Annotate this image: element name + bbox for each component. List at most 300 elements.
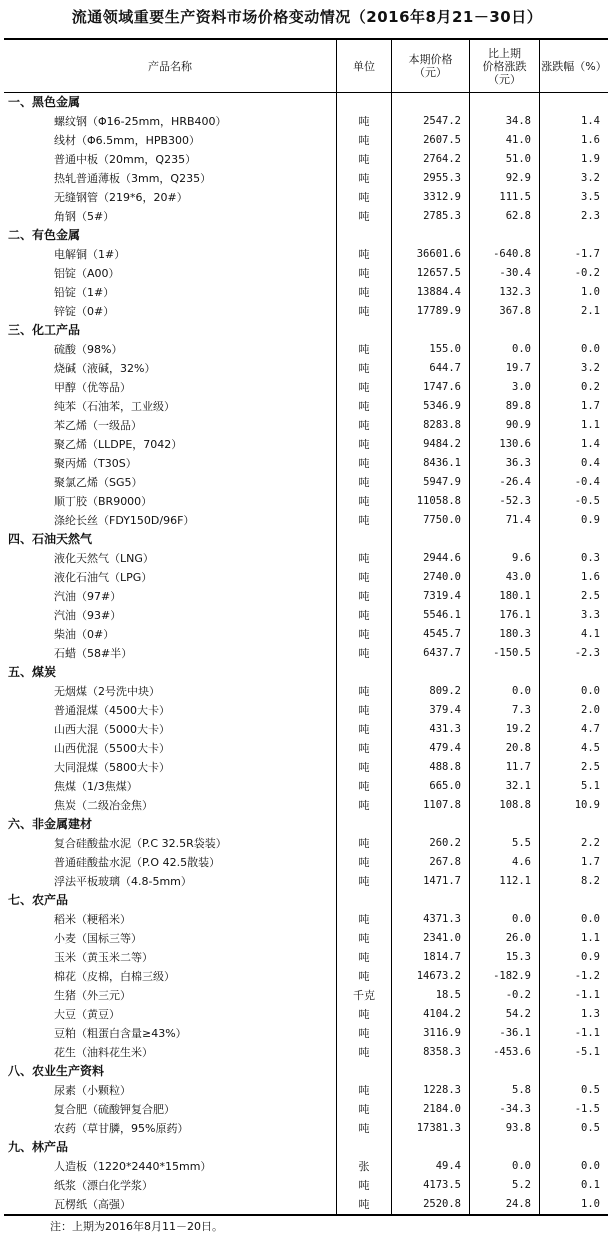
product-name: 焦煤（1/3焦煤） (54, 780, 138, 793)
price-cell: 7319.4 (391, 587, 469, 606)
pct-cell: 0.0 (539, 682, 608, 701)
unit-cell: 吨 (336, 492, 391, 511)
empty-cell (469, 226, 539, 245)
product-name: 山西优混（5500大卡） (54, 742, 170, 755)
product-name: 无烟煤（2号洗中块） (54, 685, 160, 698)
unit-cell: 吨 (336, 568, 391, 587)
table-body (4, 93, 608, 1214)
product-name: 涤纶长丝（FDY150D/96F） (54, 514, 195, 527)
pct-cell: 10.9 (539, 796, 608, 815)
price-cell: 644.7 (391, 359, 469, 378)
unit-cell: 千克 (336, 986, 391, 1005)
table-row (4, 264, 608, 283)
category-label: 三、化工产品 (8, 323, 81, 337)
table-row (4, 435, 608, 454)
product-name: 石蜡（58#半） (54, 647, 133, 660)
table-row (4, 872, 608, 891)
empty-cell (336, 1138, 391, 1157)
empty-cell (469, 891, 539, 910)
unit-cell: 吨 (336, 435, 391, 454)
unit-cell: 吨 (336, 188, 391, 207)
category-row (4, 891, 608, 910)
unit-cell: 吨 (336, 1005, 391, 1024)
change-cell: 108.8 (469, 796, 539, 815)
empty-cell (391, 1138, 469, 1157)
product-name: 柴油（0#） (54, 628, 115, 641)
change-cell: 5.2 (469, 1176, 539, 1195)
table-row (4, 473, 608, 492)
pct-cell: 2.1 (539, 302, 608, 321)
page-title: 流通领域重要生产资料市场价格变动情况（2016年8月21－30日） (71, 8, 543, 26)
price-cell: 12657.5 (391, 264, 469, 283)
change-cell: 0.0 (469, 340, 539, 359)
product-name: 硫酸（98%） (54, 343, 123, 356)
empty-cell (469, 1062, 539, 1081)
price-cell: 1228.3 (391, 1081, 469, 1100)
empty-cell (469, 663, 539, 682)
empty-cell (336, 815, 391, 834)
change-cell: -34.3 (469, 1100, 539, 1119)
price-cell: 260.2 (391, 834, 469, 853)
change-cell: 11.7 (469, 758, 539, 777)
table-row (4, 283, 608, 302)
price-cell: 13884.4 (391, 283, 469, 302)
unit-cell: 张 (336, 1157, 391, 1176)
pct-cell: 0.0 (539, 1157, 608, 1176)
price-cell: 809.2 (391, 682, 469, 701)
unit-cell: 吨 (336, 948, 391, 967)
table-header (4, 38, 608, 93)
price-cell: 488.8 (391, 758, 469, 777)
table-row (4, 1005, 608, 1024)
product-name: 花生（油料花生米） (54, 1046, 153, 1059)
product-name: 普通中板（20mm，Q235） (54, 153, 197, 166)
table-row (4, 568, 608, 587)
price-cell: 2955.3 (391, 169, 469, 188)
table-row (4, 758, 608, 777)
table-row (4, 739, 608, 758)
price-cell: 36601.6 (391, 245, 469, 264)
table-row (4, 1157, 608, 1176)
unit-cell: 吨 (336, 549, 391, 568)
product-name: 铅锭（1#） (54, 286, 115, 299)
price-cell: 11058.8 (391, 492, 469, 511)
change-cell: 34.8 (469, 112, 539, 131)
table-row (4, 245, 608, 264)
category-row (4, 93, 608, 112)
empty-cell (539, 93, 608, 112)
price-cell: 8358.3 (391, 1043, 469, 1062)
unit-cell: 吨 (336, 1081, 391, 1100)
product-name: 浮法平板玻璃（4.8-5mm） (54, 875, 192, 888)
unit-cell: 吨 (336, 625, 391, 644)
pct-cell: 0.9 (539, 511, 608, 530)
pct-cell: 3.5 (539, 188, 608, 207)
table-row (4, 454, 608, 473)
price-cell: 155.0 (391, 340, 469, 359)
price-cell: 379.4 (391, 701, 469, 720)
unit-cell: 吨 (336, 853, 391, 872)
pct-cell: -0.4 (539, 473, 608, 492)
price-cell: 17789.9 (391, 302, 469, 321)
change-cell: 20.8 (469, 739, 539, 758)
price-cell: 2184.0 (391, 1100, 469, 1119)
product-name: 螺纹钢（Φ16-25mm，HRB400） (54, 115, 227, 128)
empty-cell (336, 663, 391, 682)
change-cell: 112.1 (469, 872, 539, 891)
change-cell: 0.0 (469, 682, 539, 701)
pct-cell: 3.2 (539, 169, 608, 188)
unit-cell: 吨 (336, 207, 391, 226)
pct-cell: 4.5 (539, 739, 608, 758)
table-row (4, 188, 608, 207)
price-cell: 2547.2 (391, 112, 469, 131)
price-cell: 4545.7 (391, 625, 469, 644)
price-cell: 7750.0 (391, 511, 469, 530)
price-cell: 5947.9 (391, 473, 469, 492)
table-row (4, 1119, 608, 1138)
table-row (4, 378, 608, 397)
change-cell: -150.5 (469, 644, 539, 663)
product-name: 苯乙烯（一级品） (54, 419, 142, 432)
price-table (4, 38, 608, 1234)
pct-cell: 1.1 (539, 416, 608, 435)
unit-cell: 吨 (336, 777, 391, 796)
change-cell: 176.1 (469, 606, 539, 625)
price-cell: 5546.1 (391, 606, 469, 625)
unit-cell: 吨 (336, 606, 391, 625)
pct-cell: 5.1 (539, 777, 608, 796)
empty-cell (539, 891, 608, 910)
change-cell: 4.6 (469, 853, 539, 872)
pct-cell: -1.1 (539, 986, 608, 1005)
change-cell: 9.6 (469, 549, 539, 568)
price-cell: 431.3 (391, 720, 469, 739)
change-cell: 15.3 (469, 948, 539, 967)
pct-cell: 3.3 (539, 606, 608, 625)
product-name: 铝锭（A00） (54, 267, 120, 280)
pct-cell: -2.3 (539, 644, 608, 663)
change-cell: 132.3 (469, 283, 539, 302)
change-cell: 130.6 (469, 435, 539, 454)
unit-cell: 吨 (336, 910, 391, 929)
change-cell: 89.8 (469, 397, 539, 416)
unit-cell: 吨 (336, 397, 391, 416)
table-row (4, 967, 608, 986)
product-name: 纸浆（漂白化学浆） (54, 1179, 153, 1192)
price-cell: 8283.8 (391, 416, 469, 435)
pct-cell: 0.2 (539, 378, 608, 397)
unit-cell: 吨 (336, 739, 391, 758)
price-cell: 14673.2 (391, 967, 469, 986)
pct-cell: 0.3 (539, 549, 608, 568)
product-name: 稻米（粳稻米） (54, 913, 131, 926)
price-cell: 479.4 (391, 739, 469, 758)
change-cell: 90.9 (469, 416, 539, 435)
price-cell: 2520.8 (391, 1195, 469, 1214)
price-cell: 49.4 (391, 1157, 469, 1176)
table-row (4, 1176, 608, 1195)
product-name: 汽油（97#） (54, 590, 122, 603)
category-label: 二、有色金属 (8, 228, 81, 242)
empty-cell (469, 321, 539, 340)
change-cell: -36.1 (469, 1024, 539, 1043)
pct-cell: -1.7 (539, 245, 608, 264)
price-cell: 2785.3 (391, 207, 469, 226)
table-row (4, 682, 608, 701)
change-cell: 51.0 (469, 150, 539, 169)
header-pct: 涨跌幅（%） (539, 40, 608, 92)
change-cell: 41.0 (469, 131, 539, 150)
table-row (4, 720, 608, 739)
pct-cell: 0.5 (539, 1081, 608, 1100)
category-row (4, 321, 608, 340)
price-cell: 18.5 (391, 986, 469, 1005)
pct-cell: 0.5 (539, 1119, 608, 1138)
table-row (4, 834, 608, 853)
price-cell: 4371.3 (391, 910, 469, 929)
change-cell: 180.3 (469, 625, 539, 644)
table-row (4, 549, 608, 568)
category-row (4, 530, 608, 549)
change-cell: 24.8 (469, 1195, 539, 1214)
price-cell: 665.0 (391, 777, 469, 796)
price-cell: 2764.2 (391, 150, 469, 169)
price-cell: 6437.7 (391, 644, 469, 663)
unit-cell: 吨 (336, 378, 391, 397)
change-cell: -182.9 (469, 967, 539, 986)
product-name: 豆粕（粗蛋白含量≥43%） (54, 1027, 187, 1040)
product-name: 液化石油气（LPG） (54, 571, 153, 584)
category-row (4, 815, 608, 834)
empty-cell (391, 226, 469, 245)
unit-cell: 吨 (336, 967, 391, 986)
empty-cell (391, 1062, 469, 1081)
unit-cell: 吨 (336, 112, 391, 131)
change-cell: 7.3 (469, 701, 539, 720)
product-name: 普通混煤（4500大卡） (54, 704, 170, 717)
change-cell: 32.1 (469, 777, 539, 796)
unit-cell: 吨 (336, 264, 391, 283)
price-cell: 3312.9 (391, 188, 469, 207)
unit-cell: 吨 (336, 150, 391, 169)
price-cell: 2607.5 (391, 131, 469, 150)
unit-cell: 吨 (336, 473, 391, 492)
category-row (4, 1062, 608, 1081)
price-cell: 8436.1 (391, 454, 469, 473)
pct-cell: 1.4 (539, 435, 608, 454)
pct-cell: 1.4 (539, 112, 608, 131)
change-cell: 36.3 (469, 454, 539, 473)
product-name: 锌锭（0#） (54, 305, 115, 318)
empty-cell (336, 226, 391, 245)
category-label: 五、煤炭 (8, 665, 57, 679)
unit-cell: 吨 (336, 644, 391, 663)
unit-cell: 吨 (336, 1176, 391, 1195)
price-cell: 2740.0 (391, 568, 469, 587)
empty-cell (336, 321, 391, 340)
product-name: 甲醇（优等品） (54, 381, 131, 394)
footnote: 注：上期为2016年8月11－20日。 (50, 1220, 223, 1233)
unit-cell: 吨 (336, 1024, 391, 1043)
empty-cell (469, 815, 539, 834)
category-row (4, 226, 608, 245)
pct-cell: 2.5 (539, 758, 608, 777)
table-row (4, 302, 608, 321)
product-name: 复合硅酸盐水泥（P.C 32.5R袋装） (54, 837, 227, 850)
product-name: 普通硅酸盐水泥（P.O 42.5散装） (54, 856, 221, 869)
change-cell: 0.0 (469, 910, 539, 929)
price-cell: 4104.2 (391, 1005, 469, 1024)
product-name: 无缝钢管（219*6，20#） (54, 191, 188, 204)
pct-cell: 0.0 (539, 340, 608, 359)
unit-cell: 吨 (336, 1119, 391, 1138)
empty-cell (336, 1062, 391, 1081)
unit-cell: 吨 (336, 1195, 391, 1214)
unit-cell: 吨 (336, 169, 391, 188)
table-row (4, 1100, 608, 1119)
table-row (4, 150, 608, 169)
table-row (4, 853, 608, 872)
empty-cell (336, 530, 391, 549)
category-row (4, 663, 608, 682)
pct-cell: 1.0 (539, 1195, 608, 1214)
table-row (4, 910, 608, 929)
change-cell: -453.6 (469, 1043, 539, 1062)
pct-cell: 2.3 (539, 207, 608, 226)
pct-cell: 1.7 (539, 397, 608, 416)
price-cell: 17381.3 (391, 1119, 469, 1138)
change-cell: 92.9 (469, 169, 539, 188)
pct-cell: 1.0 (539, 283, 608, 302)
product-name: 山西大混（5000大卡） (54, 723, 170, 736)
category-label: 四、石油天然气 (8, 532, 93, 546)
empty-cell (391, 663, 469, 682)
unit-cell: 吨 (336, 872, 391, 891)
table-row (4, 112, 608, 131)
table-row (4, 777, 608, 796)
pct-cell: 2.0 (539, 701, 608, 720)
change-cell: 62.8 (469, 207, 539, 226)
pct-cell: 0.0 (539, 910, 608, 929)
table-row (4, 207, 608, 226)
empty-cell (391, 93, 469, 112)
unit-cell: 吨 (336, 682, 391, 701)
change-cell: 5.5 (469, 834, 539, 853)
product-name: 棉花（皮棉，白棉三级） (54, 970, 175, 983)
unit-cell: 吨 (336, 245, 391, 264)
unit-cell: 吨 (336, 720, 391, 739)
product-name: 聚氯乙烯（SG5） (54, 476, 143, 489)
product-name: 大豆（黄豆） (54, 1008, 120, 1021)
empty-cell (391, 891, 469, 910)
unit-cell: 吨 (336, 701, 391, 720)
header-name: 产品名称 (148, 59, 192, 73)
bottom-rule (4, 1214, 608, 1216)
empty-cell (391, 815, 469, 834)
change-cell: 26.0 (469, 929, 539, 948)
product-name: 汽油（93#） (54, 609, 122, 622)
price-cell: 267.8 (391, 853, 469, 872)
change-cell: 111.5 (469, 188, 539, 207)
change-cell: 19.7 (469, 359, 539, 378)
change-cell: -26.4 (469, 473, 539, 492)
unit-cell: 吨 (336, 416, 391, 435)
product-name: 烧碱（液碱，32%） (54, 362, 156, 375)
unit-cell: 吨 (336, 834, 391, 853)
pct-cell: 1.6 (539, 131, 608, 150)
change-cell: 180.1 (469, 587, 539, 606)
table-row (4, 416, 608, 435)
empty-cell (539, 815, 608, 834)
change-cell: 54.2 (469, 1005, 539, 1024)
product-name: 尿素（小颗粒） (54, 1084, 131, 1097)
unit-cell: 吨 (336, 340, 391, 359)
unit-cell: 吨 (336, 1100, 391, 1119)
pct-cell: -0.2 (539, 264, 608, 283)
product-name: 复合肥（硫酸钾复合肥） (54, 1103, 175, 1116)
product-name: 小麦（国标三等） (54, 932, 142, 945)
product-name: 电解铜（1#） (54, 248, 126, 261)
empty-cell (391, 530, 469, 549)
unit-cell: 吨 (336, 1043, 391, 1062)
change-cell: -30.4 (469, 264, 539, 283)
pct-cell: -1.1 (539, 1024, 608, 1043)
price-cell: 1471.7 (391, 872, 469, 891)
product-name: 大同混煤（5800大卡） (54, 761, 170, 774)
product-name: 聚丙烯（T30S） (54, 457, 137, 470)
price-cell: 9484.2 (391, 435, 469, 454)
table-row (4, 644, 608, 663)
pct-cell: 4.7 (539, 720, 608, 739)
pct-cell: -5.1 (539, 1043, 608, 1062)
table-row (4, 131, 608, 150)
change-cell: 19.2 (469, 720, 539, 739)
price-cell: 5346.9 (391, 397, 469, 416)
pct-cell: 0.4 (539, 454, 608, 473)
unit-cell: 吨 (336, 283, 391, 302)
change-cell: 93.8 (469, 1119, 539, 1138)
product-name: 顺丁胶（BR9000） (54, 495, 153, 508)
table-row (4, 1024, 608, 1043)
table-row (4, 986, 608, 1005)
unit-cell: 吨 (336, 587, 391, 606)
product-name: 人造板（1220*2440*15mm） (54, 1160, 212, 1173)
pct-cell: 0.9 (539, 948, 608, 967)
product-name: 焦炭（二级冶金焦） (54, 799, 153, 812)
product-name: 液化天然气（LNG） (54, 552, 154, 565)
table-row (4, 606, 608, 625)
table-row (4, 1043, 608, 1062)
table-row (4, 340, 608, 359)
unit-cell: 吨 (336, 302, 391, 321)
change-cell: 0.0 (469, 1157, 539, 1176)
pct-cell: 0.1 (539, 1176, 608, 1195)
category-label: 八、农业生产资料 (8, 1064, 105, 1078)
empty-cell (539, 663, 608, 682)
unit-cell: 吨 (336, 796, 391, 815)
table-row (4, 169, 608, 188)
table-row (4, 1081, 608, 1100)
product-name: 纯苯（石油苯，工业级） (54, 400, 175, 413)
category-label: 一、黑色金属 (8, 95, 81, 109)
unit-cell: 吨 (336, 758, 391, 777)
pct-cell: -1.2 (539, 967, 608, 986)
unit-cell: 吨 (336, 359, 391, 378)
price-cell: 2341.0 (391, 929, 469, 948)
price-cell: 1747.6 (391, 378, 469, 397)
pct-cell: 1.1 (539, 929, 608, 948)
